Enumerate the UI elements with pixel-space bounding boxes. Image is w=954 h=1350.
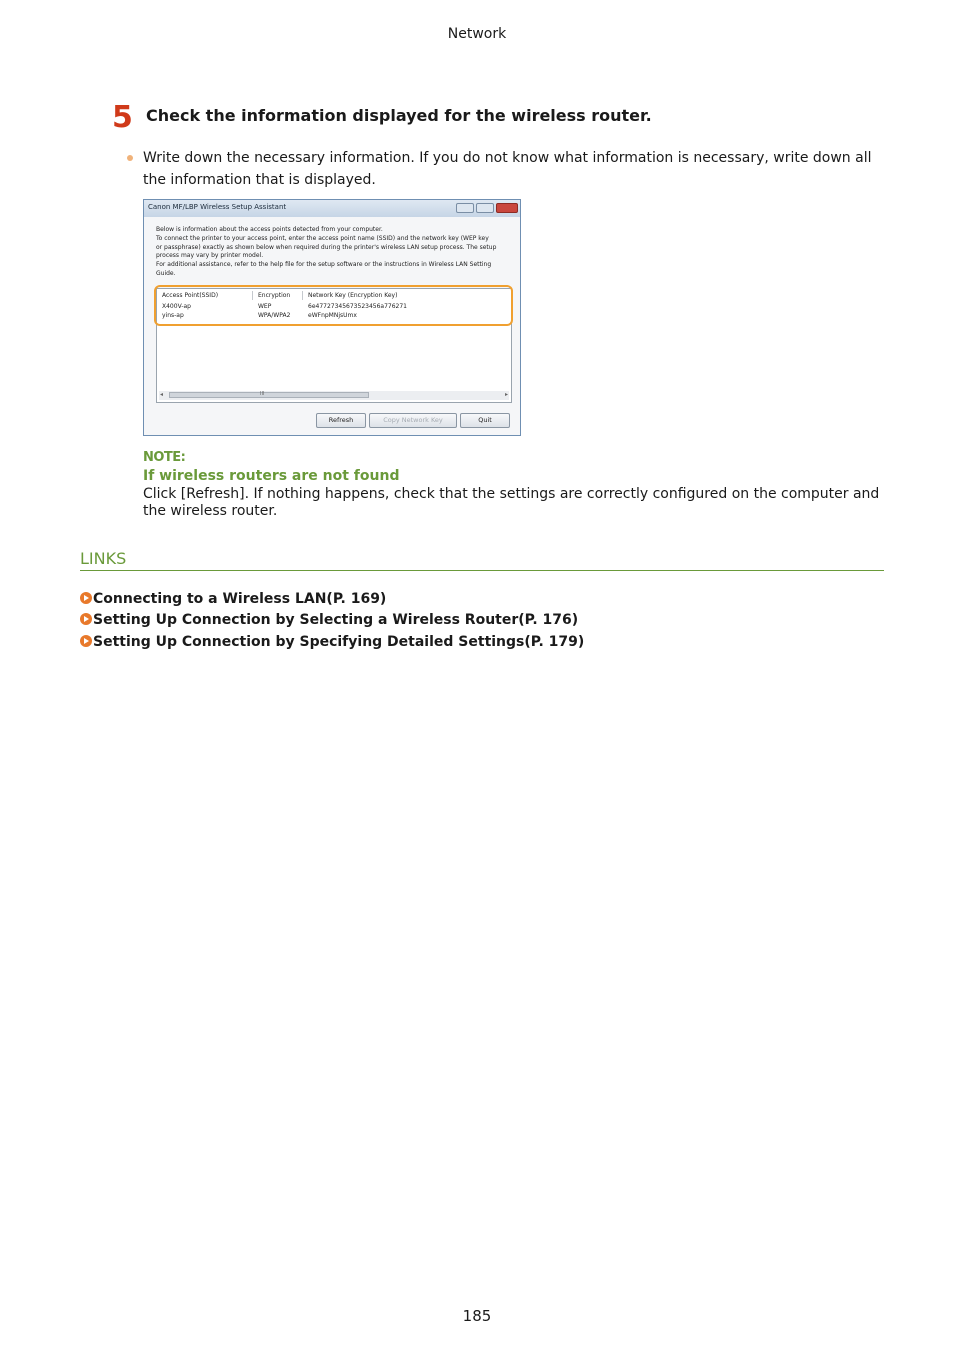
description-line: Guide. [156,269,176,277]
row-encryption[interactable]: WEP [258,303,272,310]
highlight-frame [154,285,513,326]
dialog-description [156,226,511,279]
scroll-left-icon[interactable]: ◂ [160,391,164,398]
link-selecting-wireless-router[interactable] [80,612,578,628]
link-detailed-settings[interactable] [80,634,584,650]
step-number: 5 [112,100,133,135]
column-header-network-key[interactable]: Network Key (Encryption Key) [308,292,398,299]
step-bullet-text: Write down the necessary information. If you do not know what information is necessary, write down all the information that is displayed. [143,150,872,188]
description-line: process may vary by printer model. [156,252,264,260]
link-connecting-wireless-lan[interactable] [80,591,386,607]
maximize-icon[interactable] [476,203,494,213]
note-label: NOTE: [143,450,186,465]
description-line: or passphrase) exactly as shown below when required during the printer's wireless LAN setup process. The setup [156,243,497,251]
refresh-button[interactable]: Refresh [316,413,366,428]
links-heading: LINKS [80,549,127,568]
scroll-grip: III [260,391,265,397]
copy-network-key-button[interactable]: Copy Network Key [369,413,457,428]
column-header-encryption[interactable]: Encryption [258,292,291,299]
bullet-icon [127,155,133,161]
link-text[interactable]: Connecting to a Wireless LAN(P. 169) [93,591,387,607]
dialog-titlebar [144,200,520,217]
scroll-right-icon[interactable]: ▸ [504,391,508,398]
running-header: Network [447,26,507,42]
row-network-key[interactable]: eWFnpMNjsUmx [308,312,357,319]
minimize-icon[interactable] [456,203,474,213]
arrow-link-icon [80,635,92,647]
quit-button[interactable]: Quit [460,413,510,428]
links-divider [80,570,884,571]
horizontal-scrollbar[interactable] [159,391,509,400]
page-number: 185 [462,1307,492,1325]
column-header-ssid[interactable]: Access Point(SSID) [162,292,219,299]
dialog-body [144,217,520,435]
dialog-title: Canon MF/LBP Wireless Setup Assistant [148,203,287,211]
note-text: Click [Refresh]. If nothing happens, check that the settings are correctly configured on the computer and the wireless router. [143,486,880,519]
link-text[interactable]: Setting Up Connection by Selecting a Wireless Router(P. 176) [93,612,579,628]
step-title: Check the information displayed for the wireless router. [146,106,652,125]
row-ssid[interactable]: yins-ap [162,312,184,319]
row-encryption[interactable]: WPA/WPA2 [258,312,291,319]
arrow-link-icon [80,592,92,604]
description-line: To connect the printer to your access point, enter the access point name (SSID) and the network key (WEP key [156,234,489,242]
description-line: Below is information about the access points detected from your computer. [156,226,383,233]
row-ssid[interactable]: X400V-ap [162,303,191,310]
row-network-key[interactable]: 6e47727345673523456a776271 [308,303,407,310]
note-title: If wireless routers are not found [143,468,400,484]
description-line: For additional assistance, refer to the help file for the setup software or the instructions in Wireless LAN Setting [156,261,492,269]
close-icon[interactable] [496,203,518,213]
arrow-link-icon [80,613,92,625]
scroll-thumb[interactable] [169,392,369,398]
link-text[interactable]: Setting Up Connection by Specifying Detailed Settings(P. 179) [93,634,585,650]
